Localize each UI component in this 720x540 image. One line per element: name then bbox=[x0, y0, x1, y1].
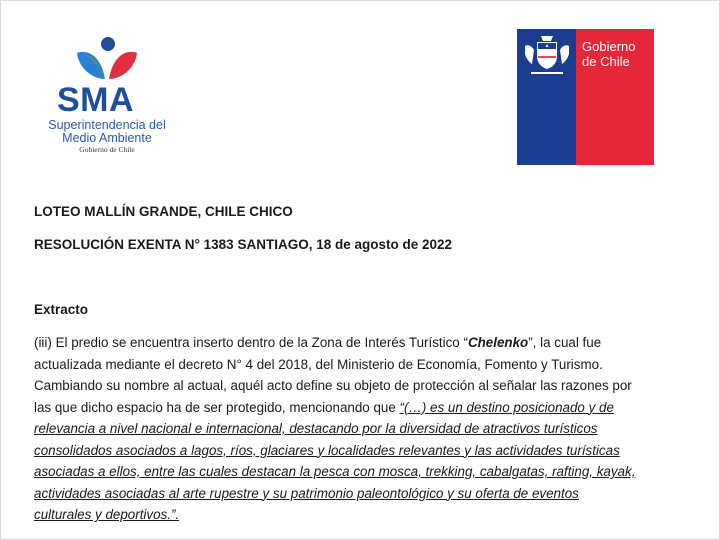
paragraph-line bbox=[34, 332, 720, 354]
paragraph-text: ”, la cual fue bbox=[528, 335, 602, 350]
quoted-line: asociadas a ellos, entre las cuales destacan la pesca con mosca, trekking, cabalgatas, rafting, kayak, bbox=[34, 464, 636, 479]
zone-name: Chelenko bbox=[467, 335, 529, 350]
resolution-line: RESOLUCIÓN EXENTA N° 1383 SANTIAGO, 18 de agosto de 2022 bbox=[34, 237, 453, 252]
gobierno-line2: de Chile bbox=[582, 54, 630, 69]
sma-subtitle-line1: Superintendencia del bbox=[48, 118, 166, 132]
gobierno-blue-panel bbox=[517, 29, 576, 165]
sma-acronym: SMA bbox=[57, 81, 135, 119]
gobierno-line1: Gobierno bbox=[582, 39, 636, 54]
paragraph-line: Cambiando su nombre al actual, aquél acto define su objeto de protección al señalar las razones por bbox=[34, 378, 632, 393]
quoted-line: actividades asociadas al arte rupestre y su patrimonio paleontológico y su oferta de eventos bbox=[34, 485, 579, 501]
paragraph-text: las que dicho espacio ha de ser protegido, mencionando que bbox=[34, 399, 400, 415]
sma-government-label: Gobierno de Chile bbox=[79, 145, 135, 154]
sma-subtitle bbox=[41, 119, 173, 145]
extract-paragraph bbox=[34, 332, 720, 526]
gobierno-wordmark bbox=[582, 39, 635, 69]
quoted-line: culturales y deportivos.”. bbox=[34, 507, 180, 522]
coat-of-arms-icon bbox=[521, 32, 573, 78]
sma-logo bbox=[39, 35, 189, 160]
paragraph-line bbox=[34, 397, 720, 419]
sma-subtitle-line2: Medio Ambiente bbox=[62, 131, 152, 145]
gobierno-de-chile-logo bbox=[517, 29, 654, 165]
quoted-line: consolidados asociados a lagos, ríos, glaciares y localidades relevantes y las actividades turísticas bbox=[34, 442, 620, 458]
section-heading: Extracto bbox=[34, 302, 89, 317]
gobierno-red-panel bbox=[576, 29, 654, 165]
paragraph-line: actualizada mediante el decreto N° 4 del 2018, del Ministerio de Economía, Fomento y Turismo. bbox=[34, 356, 603, 372]
sma-emblem-icon bbox=[71, 35, 143, 85]
quoted-text: “(…) es un destino posicionado y de bbox=[399, 399, 614, 415]
paragraph-text: (iii) El predio se encuentra inserto dentro de la Zona de Interés Turístico “ bbox=[34, 335, 468, 350]
document-title: LOTEO MALLÍN GRANDE, CHILE CHICO bbox=[34, 204, 293, 219]
quoted-line: relevancia a nivel nacional e internacional, destacando por la diversidad de atractivos turísticos bbox=[34, 421, 598, 436]
